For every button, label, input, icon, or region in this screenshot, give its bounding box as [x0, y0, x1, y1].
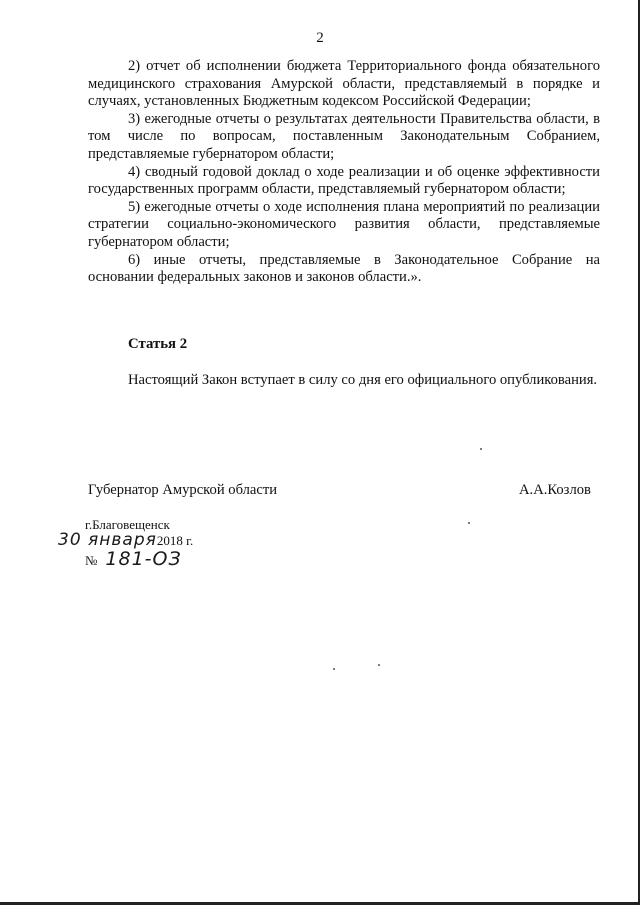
- scan-speck: [333, 668, 335, 670]
- article-2-text: Настоящий Закон вступает в силу со дня его официального опубликования.: [128, 372, 598, 388]
- printed-year: 2018 г.: [156, 533, 194, 548]
- scan-speck: [378, 664, 380, 666]
- article-heading: Статья 2: [128, 336, 188, 352]
- list-item-2: 2) отчет об исполнении бюджета Территориального фонда обязательного медицинского страхования Амурской области, представляемый в порядке и случаях, установленных Бюджетным кодексом Российской Федерации;: [88, 58, 600, 110]
- issue-date: [58, 530, 193, 550]
- list-item-5: 5) ежегодные отчеты о ходе исполнения плана мероприятий по реализации стратегии социально-экономического развития области, представляемые губернатором области;: [88, 198, 600, 250]
- list-item-3: 3) ежегодные отчеты о результатах деятельности Правительства области, в том числе по вопросам, поставленным Законодательным Собранием, представляемые губернатором области;: [88, 110, 600, 162]
- issue-city: г.Благовещенск: [85, 517, 170, 532]
- scan-speck: [468, 522, 470, 524]
- law-list-body: [88, 58, 600, 287]
- handwritten-date: 30 января: [58, 530, 157, 550]
- scan-speck: [480, 448, 482, 450]
- page-number: 2: [316, 30, 324, 46]
- list-item-6: 6) иные отчеты, представляемые в Законодательное Собрание на основании федеральных законов и законов области.».: [88, 251, 600, 286]
- number-label: №: [85, 553, 98, 568]
- handwritten-number: 181-ОЗ: [105, 548, 182, 570]
- signatory-title: Губернатор Амурской области: [88, 482, 278, 498]
- signatory-name: А.А.Козлов: [519, 482, 591, 498]
- list-item-4: 4) сводный годовой доклад о ходе реализации и об оценке эффективности государственных программ области, представляемый губернатором области;: [88, 163, 600, 198]
- law-number: [85, 548, 182, 570]
